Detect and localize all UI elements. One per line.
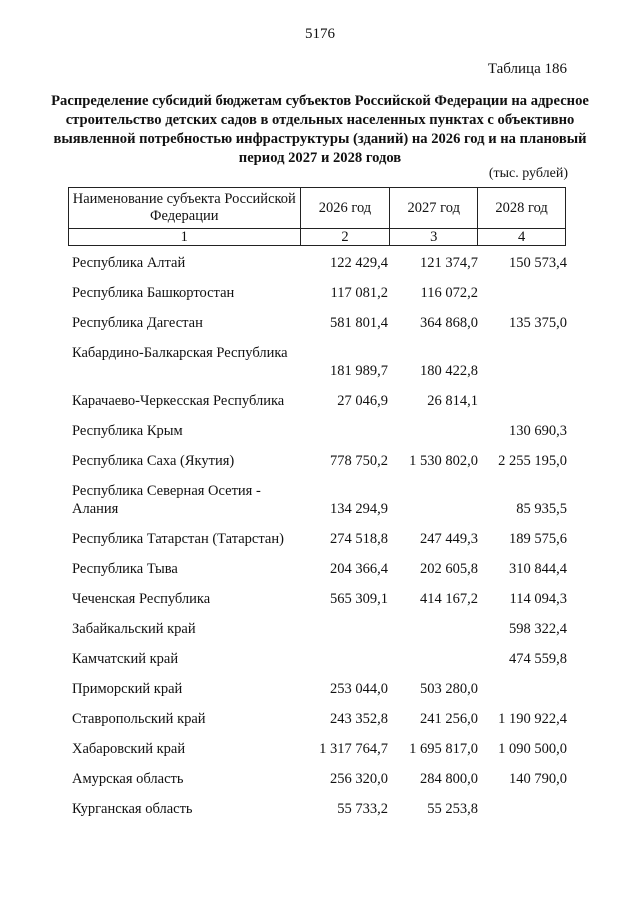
value-2027: 202 605,8: [420, 561, 478, 577]
value-2028: 85 935,5: [516, 501, 567, 517]
table-row: [0, 798, 640, 828]
value-2027: 121 374,7: [420, 255, 478, 271]
value-2027: 1 530 802,0: [409, 453, 478, 469]
value-2027: 247 449,3: [420, 531, 478, 547]
subject-name: Кабардино-Балкарская Республика: [72, 345, 288, 361]
value-2028: 310 844,4: [509, 561, 567, 577]
table-row: [0, 450, 640, 480]
subject-name: Ставропольский край: [72, 711, 206, 727]
header-subject: Наименование субъекта Российской Федерации: [69, 188, 301, 229]
value-2026: 134 294,9: [330, 501, 388, 517]
value-2026: 778 750,2: [330, 453, 388, 469]
table-header: [68, 187, 566, 246]
header-num-3: 3: [390, 229, 478, 246]
subject-name: Курганская область: [72, 801, 193, 817]
subject-name: Забайкальский край: [72, 621, 196, 637]
subject-name: Приморский край: [72, 681, 183, 697]
subject-name: Республика Северная Осетия - Алания: [72, 483, 261, 517]
subject-name: Камчатский край: [72, 651, 179, 667]
value-2026: 1 317 764,7: [319, 741, 388, 757]
subject-name: Карачаево-Черкесская Республика: [72, 393, 285, 409]
header-2028: 2028 год: [478, 188, 566, 229]
value-2027: 26 814,1: [427, 393, 478, 409]
value-2026: 117 081,2: [330, 285, 388, 301]
value-2027: 414 167,2: [420, 591, 478, 607]
subject-name: Чеченская Республика: [72, 591, 211, 607]
value-2027: 503 280,0: [420, 681, 478, 697]
subject-name: Республика Алтай: [72, 255, 186, 271]
table-row: [0, 528, 640, 558]
subject-name: Республика Дагестан: [72, 315, 203, 331]
table-row: [0, 480, 640, 528]
subject-name: Республика Тыва: [72, 561, 178, 577]
table-row: [0, 768, 640, 798]
table-row: [0, 678, 640, 708]
header-num-2: 2: [300, 229, 390, 246]
value-2026: 55 733,2: [337, 801, 388, 817]
table-row: [0, 420, 640, 450]
value-2028: 114 094,3: [509, 591, 567, 607]
value-2027: 55 253,8: [427, 801, 478, 817]
value-2027: 284 800,0: [420, 771, 478, 787]
header-num-1: 1: [69, 229, 301, 246]
table-row: [0, 588, 640, 618]
table-label: Таблица 186: [487, 61, 567, 77]
value-2026: 565 309,1: [330, 591, 388, 607]
value-2028: 474 559,8: [509, 651, 567, 667]
header-2027: 2027 год: [390, 188, 478, 229]
unit-label: (тыс. рублей): [488, 166, 568, 181]
value-2027: 1 695 817,0: [409, 741, 478, 757]
value-2026: 274 518,8: [330, 531, 388, 547]
value-2026: 27 046,9: [337, 393, 388, 409]
value-2026: 581 801,4: [330, 315, 388, 331]
table-row: [0, 708, 640, 738]
table-row: [0, 648, 640, 678]
subject-name: Республика Крым: [72, 423, 183, 439]
value-2026: 253 044,0: [330, 681, 388, 697]
table-row: [0, 558, 640, 588]
value-2028: 150 573,4: [509, 255, 567, 271]
value-2028: 2 255 195,0: [498, 453, 567, 469]
value-2028: 140 790,0: [509, 771, 567, 787]
value-2026: 204 366,4: [330, 561, 388, 577]
table-row: [0, 390, 640, 420]
value-2028: 189 575,6: [509, 531, 567, 547]
value-2026: 122 429,4: [330, 255, 388, 271]
value-2028: 598 322,4: [509, 621, 567, 637]
value-2026: 243 352,8: [330, 711, 388, 727]
header-2026: 2026 год: [300, 188, 390, 229]
subject-name: Республика Башкортостан: [72, 285, 235, 301]
table-body: [0, 252, 640, 828]
header-num-4: 4: [478, 229, 566, 246]
subject-name: Хабаровский край: [72, 741, 186, 757]
page-number: 5176: [305, 26, 335, 42]
value-2028: 135 375,0: [509, 315, 567, 331]
subject-name: Республика Саха (Якутия): [72, 453, 235, 469]
subject-name: Амурская область: [72, 771, 184, 787]
value-2027: 180 422,8: [420, 363, 478, 379]
subject-name: Республика Татарстан (Татарстан): [72, 531, 284, 547]
table-title: Распределение субсидий бюджетам субъектов Российской Федерации на адресное строительство детских садов в отдельных населенных пунктах с объективно выявленной потребностью инфраструктуры (зданий) на 2026 год и на плановый период 2027 и 2028 годов: [51, 93, 589, 166]
value-2028: 1 190 922,4: [498, 711, 567, 727]
value-2028: 1 090 500,0: [498, 741, 567, 757]
value-2027: 364 868,0: [420, 315, 478, 331]
value-2027: 241 256,0: [420, 711, 478, 727]
value-2027: 116 072,2: [420, 285, 478, 301]
table-row: [0, 618, 640, 648]
table-row: [0, 738, 640, 768]
value-2026: 256 320,0: [330, 771, 388, 787]
table-row: [0, 252, 640, 282]
value-2026: 181 989,7: [330, 363, 388, 379]
table-row: [0, 282, 640, 312]
table-row: [0, 342, 640, 390]
value-2028: 130 690,3: [509, 423, 567, 439]
table-row: [0, 312, 640, 342]
